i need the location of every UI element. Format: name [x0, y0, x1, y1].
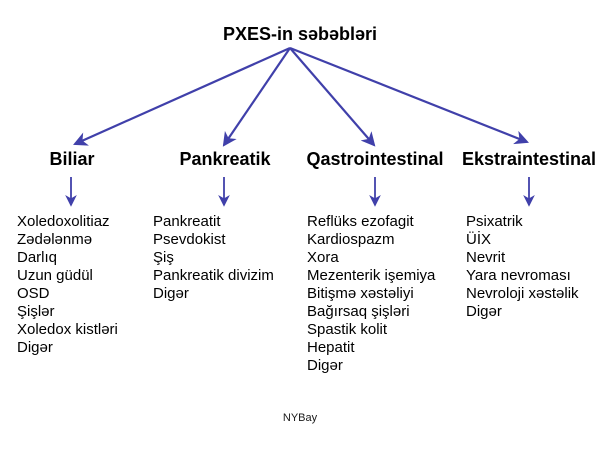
list-item: OSD — [17, 285, 50, 302]
list-item: Bitişmə xəstəliyi — [307, 285, 414, 302]
column-header-biliar: Biliar — [49, 149, 95, 169]
column-list-biliar — [17, 213, 118, 357]
list-item: Yara nevroması — [466, 267, 571, 284]
list-item: Psixatrik — [466, 213, 523, 230]
fan-arrow-pankreatik — [224, 48, 290, 145]
fan-arrow-ekstraintestinal — [290, 48, 527, 142]
list-item: Darlıq — [17, 249, 58, 266]
list-item: Digər — [17, 339, 53, 356]
fan-arrow-qastrointestinal — [290, 48, 374, 145]
list-item: Digər — [307, 357, 343, 374]
list-item: Mezenterik işemiya — [307, 267, 436, 284]
list-item: Bağırsaq şişləri — [307, 303, 410, 320]
list-item: Digər — [466, 303, 502, 320]
column-header-pankreatik: Pankreatik — [179, 149, 271, 169]
fan-arrow-biliar — [75, 48, 290, 144]
list-item: Pankreatit — [153, 213, 221, 230]
column-header-qastrointestinal: Qastrointestinal — [306, 149, 444, 169]
list-item: Xoledoxolitiaz — [17, 213, 110, 230]
list-item: Zədələnmə — [17, 231, 93, 248]
list-item: Kardiospazm — [307, 231, 395, 248]
column-list-ekstraintestinal — [466, 213, 579, 321]
column-list-qastrointestinal — [307, 213, 435, 375]
list-item: Xoledox kistləri — [17, 321, 118, 338]
list-item: Uzun güdül — [17, 267, 93, 284]
column-header-ekstraintestinal: Ekstraintestinal — [461, 149, 597, 169]
list-item: Digər — [153, 285, 189, 302]
list-item: Spastik kolit — [307, 321, 388, 338]
list-item: Nevrit — [466, 249, 506, 266]
list-item: Şiş — [153, 249, 174, 266]
list-item: Nevroloji xəstəlik — [466, 285, 579, 302]
list-item: Hepatit — [307, 339, 355, 356]
list-item: Şişlər — [17, 303, 55, 320]
diagram-title: PXES-in səbəbləri — [222, 24, 378, 44]
list-item: Reflüks ezofagit — [307, 213, 414, 230]
list-item: ÜİX — [466, 231, 492, 248]
list-item: Pankreatik divizim — [153, 267, 274, 284]
watermark: NYBay — [282, 412, 318, 424]
list-item: Xora — [307, 249, 339, 266]
list-item: Psevdokist — [153, 231, 226, 248]
column-list-pankreatik — [153, 213, 274, 303]
